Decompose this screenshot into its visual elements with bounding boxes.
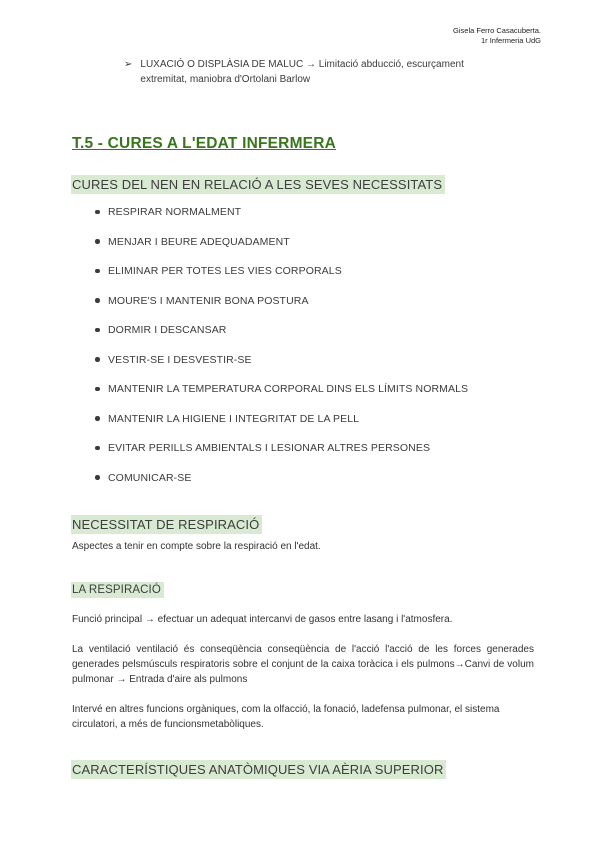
list-item-text: RESPIRAR NORMALMENT (108, 206, 242, 218)
list-item-text: MOURE'S I MANTENIR BONA POSTURA (108, 294, 309, 307)
paragraph-interve: Intervé en altres funcions orgàniques, com la olfacció, la fonació, ladefensa pulmonar, el sistema circulatori, a més de funcionsmetabòliques. (72, 704, 500, 730)
list-item (95, 413, 525, 443)
list-item-text: MANTENIR LA HIGIENE I INTEGRITAT DE LA PELL (108, 412, 360, 425)
bullet-icon (95, 328, 100, 333)
bullet-icon (95, 387, 100, 392)
bullet-icon (95, 357, 100, 362)
page-header (453, 26, 541, 45)
heading-anatomy-text: CARACTERÍSTIQUES ANATÒMIQUES VIA AÈRIA SUPERIOR (71, 760, 446, 779)
bullet-icon (95, 298, 100, 303)
heading-needs (71, 175, 445, 194)
list-item (95, 206, 525, 236)
list-item-text: MANTENIR LA TEMPERATURA CORPORAL DINS ELS LÍMITS NORMALS (108, 383, 469, 395)
heading-respiration-text: NECESSITAT DE RESPIRACIÓ (71, 515, 262, 534)
list-item (95, 265, 525, 295)
list-item (95, 324, 525, 354)
list-item-text: MENJAR I BEURE ADEQUADAMENT (108, 235, 290, 248)
needs-list (95, 206, 525, 501)
list-item-text: ELIMINAR PER TOTES LES VIES CORPORALS (108, 265, 342, 277)
intro-bullet-text: LUXACIÓ O DISPLÀSIA DE MALUC → Limitació abducció, escurçament extremitat, maniobra d'Ortolani Barlow (140, 59, 464, 85)
header-course: 1r Infermeria UdG (480, 35, 541, 45)
bullet-icon (95, 210, 100, 215)
paragraph-aspectes: Aspectes a tenir en compte sobre la respiració en l'edat. (72, 541, 321, 552)
list-item (95, 472, 525, 502)
list-item (95, 295, 525, 325)
list-item-text: VESTIR-SE I DESVESTIR-SE (108, 353, 252, 366)
heading-respiration (71, 515, 262, 534)
heading-needs-text: CURES DEL NEN EN RELACIÓ A LES SEVES NECESSITATS (71, 175, 445, 194)
list-item-text: DORMIR I DESCANSAR (108, 324, 227, 336)
bullet-icon (95, 416, 100, 421)
bullet-icon (95, 269, 100, 274)
list-item (95, 383, 525, 413)
heading-anatomy (71, 760, 446, 779)
bullet-icon (95, 239, 100, 244)
arrow-bullet-icon: ➢ (124, 59, 133, 70)
list-item (95, 442, 525, 472)
paragraph-funcio: Funció principal → efectuar un adequat intercanvi de gasos entre lasang i l'atmosfera. (72, 614, 453, 625)
list-item-text: EVITAR PERILLS AMBIENTALS I LESIONAR ALTRES PERSONES (108, 442, 431, 454)
bullet-icon (95, 446, 100, 451)
subheading-la-respiracio (71, 582, 164, 598)
list-item (95, 236, 525, 266)
intro-bullet-item (124, 57, 508, 87)
page-title: T.5 - CURES A L'EDAT INFERMERA (72, 135, 337, 152)
bullet-icon (95, 475, 100, 480)
list-item-text: COMUNICAR-SE (108, 471, 192, 484)
header-author: Gisela Ferro Casacuberta. (453, 26, 541, 35)
list-item (95, 354, 525, 384)
subheading-la-respiracio-text: LA RESPIRACIÓ (71, 582, 164, 598)
paragraph-ventilacio: La ventilació ventilació és conseqüència conseqüència de l'acció l'acció de les forces generades generades pelsmúsculs respiratoris sobre el conjunt de la caixa toràcica i els pulmons→Canvi de volum pulmonar → Entrada d'aire als pulmons (72, 644, 534, 685)
